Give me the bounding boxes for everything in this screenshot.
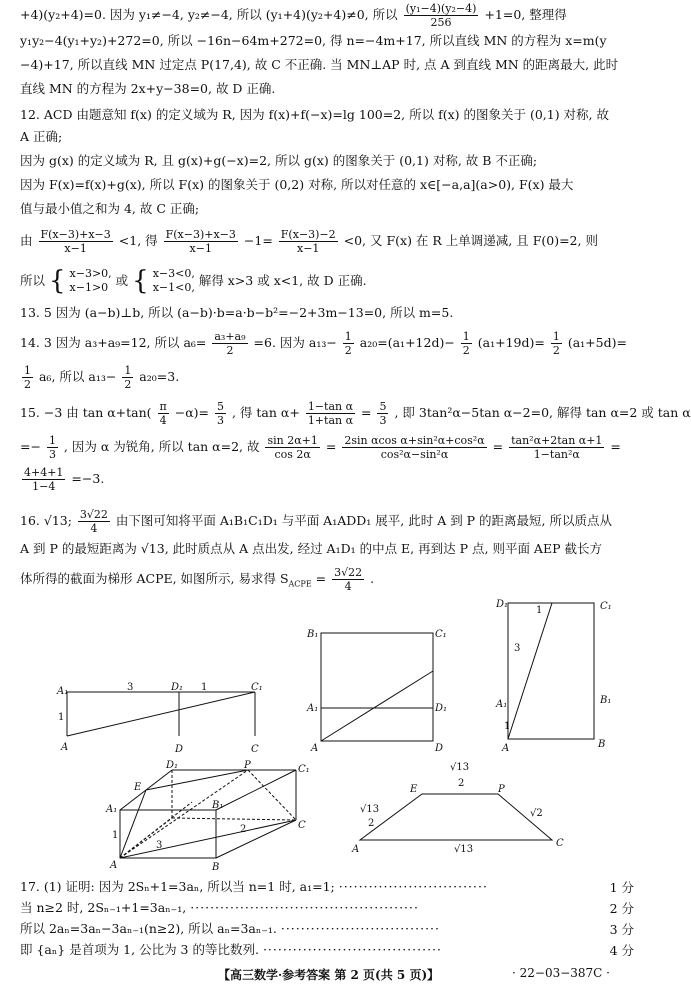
score-mark: 3 分 <box>609 922 634 937</box>
figure-cuboid <box>100 758 325 873</box>
svg-text:D₁: D₁ <box>171 682 184 693</box>
svg-text:A₁: A₁ <box>106 804 118 815</box>
svg-text:3: 3 <box>156 840 163 851</box>
svg-text:A: A <box>110 860 118 871</box>
q14-line: 14. 3 因为 a₃+a₉=12, 所以 a₆= $\frac{\text{a₃+a₉}}{2}$ =6. 因为 a₁₃− $\frac{1}{2}$ a₂₀=(a₁+12d)− $\frac{1}{2}$ (a₁+19d)= $\frac{1}{2}$ (a₁+5d)= <box>20 330 627 357</box>
svg-text:C: C <box>556 838 564 849</box>
score-mark: 1 分 <box>609 880 634 895</box>
svg-text:2: 2 <box>240 824 247 835</box>
svg-text:A₁: A₁ <box>57 686 69 697</box>
svg-text:B₁: B₁ <box>600 695 612 706</box>
svg-text:B₁: B₁ <box>307 629 319 640</box>
svg-text:√13: √13 <box>360 804 380 815</box>
q17-line: 当 n≥2 时, 2Sₙ₋₁+1=3aₙ₋₁, ·············································· <box>20 900 419 915</box>
svg-text:A: A <box>311 743 319 754</box>
svg-text:P: P <box>498 784 505 795</box>
q12-line: 所以 { x−3>0, x−1>0 或 { x−3<0, x−1<0, 解得 x>3 或 x<1, 故 D 正确. <box>20 266 367 296</box>
q17-line: 所以 2aₙ=3aₙ−3aₙ₋₁(n≥2), 所以 aₙ=3aₙ₋₁. ································ <box>20 921 440 936</box>
q12-line: 因为 F(x)=f(x)+g(x), 所以 F(x) 的图象关于 (0,2) 对称, 所以对任意的 x∈[−a,a](a>0), F(x) 最大 <box>20 177 574 192</box>
score-mark: 2 分 <box>609 901 634 916</box>
svg-text:C: C <box>298 820 306 831</box>
svg-text:C₁: C₁ <box>600 601 612 612</box>
svg-text:A₁: A₁ <box>496 699 508 710</box>
svg-text:1: 1 <box>201 682 208 693</box>
svg-text:1: 1 <box>536 605 543 616</box>
q15-line: $\frac{4+4+1}{1-4}$ =−3. <box>24 466 105 493</box>
q16-line: 体所得的截面为梯形 ACPE, 如图所示, 易求得 $S_{ACPE}$ = $\frac{3√22}{4}$ . <box>20 566 375 593</box>
svg-text:D: D <box>175 744 184 755</box>
q12-line: 因为 g(x) 的定义域为 R, 且 g(x)+g(−x)=2, 所以 g(x) 的图象关于 (0,1) 对称, 故 B 不正确; <box>20 153 538 168</box>
svg-text:D₁: D₁ <box>166 760 179 771</box>
text-line: −4)+17, 所以直线 MN 过定点 P(17,4), 故 C 不正确. 当 MN⊥AP 时, 点 A 到直线 MN 的距离最大, 此时 <box>20 57 619 72</box>
svg-text:C₁: C₁ <box>298 764 310 775</box>
svg-text:2: 2 <box>458 778 465 789</box>
q12-line: 值与最小值之和为 4, 故 C 正确; <box>20 201 200 216</box>
figure-square-unfold <box>305 625 455 755</box>
svg-text:2: 2 <box>368 818 375 829</box>
q17-line: 17. (1) 证明: 因为 2Sₙ+1=3aₙ, 所以当 n=1 时, a₁=1; ······························ <box>20 879 488 894</box>
q13-line: 13. 5 因为 (a−b)⊥b, 所以 (a−b)·b=a·b−b²=−2+3m−13=0, 所以 m=5. <box>20 305 454 320</box>
figure-unfold-strip <box>55 680 270 760</box>
svg-text:3: 3 <box>514 643 521 654</box>
score-mark: 4 分 <box>609 943 634 958</box>
q12-line: A 正确; <box>20 129 63 144</box>
q15-line: 15. −3 由 tan α+tan( $\frac{\pi}{4}$ −α)= $\frac{5}{3}$ , 得 tan α+ $\frac{\text{1−tan α}}{\text{1+tan α}}$ = $\frac{5}{3}$ , 即 3tan²α−5tan α−2=0, 解得 tan α=2 或 tan α <box>20 400 691 427</box>
text-line: +4)(y₂+4)=0. 因为 y₁≠−4, y₂≠−4, 所以 (y₁+4)(y₂+4)≠0, 所以 $\frac{\text{(y₁−4)(y₂−4)}}{256}$ +1=0, 整理得 <box>20 2 567 29</box>
svg-text:A₁: A₁ <box>307 703 319 714</box>
svg-text:√13: √13 <box>454 844 474 855</box>
q12-line: 由 $\frac{F(x-3)+x-3}{x-1}$ <1, 得 $\frac{F(x-3)+x-3}{x-1}$ −1= $\frac{F(x-3)-2}{x-1}$ <0, 又 F(x) 在 R 上单调递减, 且 F(0)=2, 则 <box>20 228 598 255</box>
q15-line: =− $\frac{1}{3}$ , 因为 α 为锐角, 所以 tan α=2, 故 $\frac{\sin 2\alpha+1}{\cos 2\alpha}$ = $\frac{\text{2sin αcos α+sin²α+cos²α}}{\text{cos²α−sin²α}}$ = $\frac{\text{tan²α+2tan α+1}}{\text{1−tan²α}}$ = <box>20 434 621 461</box>
svg-text:B: B <box>598 739 606 750</box>
q12-line: 12. ACD 由题意知 f(x) 的定义域为 R, 因为 f(x)+f(−x)=lg 100=2, 所以 f(x) 的图象关于 (0,1) 对称, 故 <box>20 107 610 122</box>
svg-text:D: D <box>435 743 444 754</box>
q16-line: A 到 P 的最短距离为 √13, 此时质点从 A 点出发, 经过 A₁D₁ 的中点 E, 再到达 P 点, 则平面 AEP 截长方 <box>20 541 602 556</box>
svg-text:D₁: D₁ <box>496 599 509 610</box>
svg-text:C₁: C₁ <box>251 682 263 693</box>
svg-text:B: B <box>212 862 220 873</box>
svg-text:E: E <box>134 782 142 793</box>
svg-text:√13: √13 <box>450 762 470 773</box>
q16-line: 16. √13; $\frac{3√22}{4}$ 由下图可知将平面 A₁B₁C₁D₁ 与平面 A₁ADD₁ 展平, 此时 A 到 P 的距离最短, 所以质点从 <box>20 508 613 535</box>
svg-text:1: 1 <box>112 830 119 841</box>
svg-text:1: 1 <box>504 721 511 732</box>
svg-text:B₁: B₁ <box>212 800 224 811</box>
q14-line: $\frac{1}{2}$ a₆, 所以 a₁₃− $\frac{1}{2}$ a₂₀=3. <box>24 364 180 391</box>
svg-text:D₁: D₁ <box>435 703 448 714</box>
text-line: 直线 MN 的方程为 2x+y−38=0, 故 D 正确. <box>20 81 276 96</box>
svg-text:A: A <box>502 743 510 754</box>
svg-text:√2: √2 <box>530 808 543 819</box>
svg-text:E: E <box>410 784 418 795</box>
svg-text:1: 1 <box>58 712 65 723</box>
q17-line: 即 {aₙ} 是首项为 1, 公比为 3 的等比数列. ···································· <box>20 942 442 957</box>
svg-text:A: A <box>352 844 360 855</box>
svg-text:P: P <box>244 760 251 771</box>
svg-text:C: C <box>251 744 259 755</box>
footer-title: 【高三数学·参考答案 第 2 页(共 5 页)】 <box>218 968 440 982</box>
fraction: $\frac{\text{(y₁−4)(y₂−4)}}{256}$ <box>405 2 477 29</box>
footer-code: · 22−03−387C · <box>512 966 610 980</box>
svg-text:A: A <box>61 742 69 753</box>
figure-tall-unfold <box>492 595 627 755</box>
svg-text:C₁: C₁ <box>435 629 447 640</box>
text-line: y₁y₂−4(y₁+y₂)+272=0, 所以 −16n−64m+272=0, 得 n=−4m+17, 所以直线 MN 的方程为 x=m(y <box>20 33 607 48</box>
figure-trapezoid <box>350 760 580 860</box>
svg-text:3: 3 <box>127 682 134 693</box>
